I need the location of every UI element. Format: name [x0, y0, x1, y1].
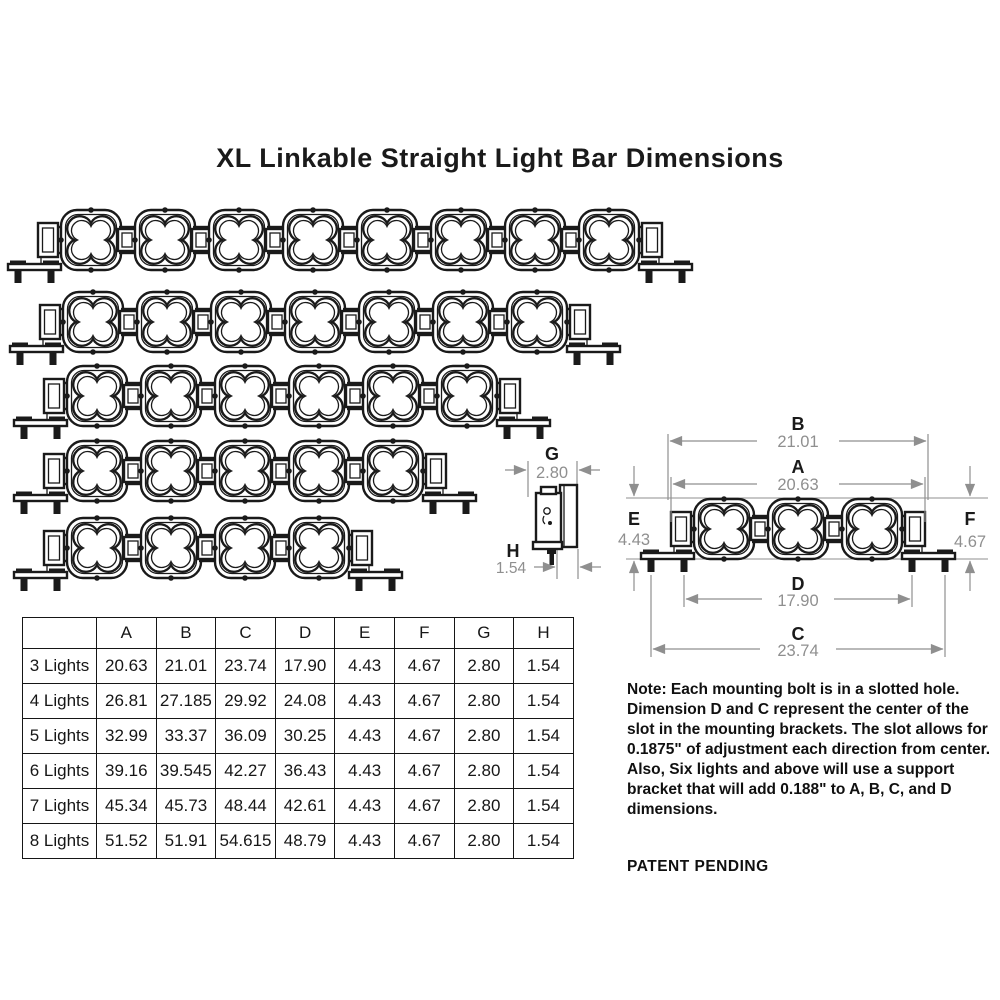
- dimension-cell: 1.54: [514, 754, 574, 789]
- row-label: 7 Lights: [23, 789, 97, 824]
- light-unit: [286, 515, 352, 581]
- dimension-cell: 4.43: [335, 754, 395, 789]
- light-bar-8-lights: [8, 207, 692, 283]
- end-cap: [44, 379, 67, 413]
- light-unit: [208, 289, 274, 355]
- dimension-cell: 45.73: [156, 789, 216, 824]
- page-title: XL Linkable Straight Light Bar Dimensions: [216, 143, 784, 173]
- dim-value-e: 4.43: [617, 531, 651, 549]
- dimension-cell: 29.92: [216, 684, 276, 719]
- dimension-cell: 2.80: [454, 754, 514, 789]
- light-unit: [64, 438, 130, 504]
- col-header: F: [394, 618, 454, 649]
- light-unit: [212, 515, 278, 581]
- dimension-cell: 4.43: [335, 789, 395, 824]
- patent-pending-label: PATENT PENDING: [627, 857, 769, 875]
- dim-label-c: C: [791, 624, 805, 644]
- table-header-row: [23, 618, 574, 649]
- dim-value-a: 20.63: [777, 476, 819, 494]
- end-cap: [567, 305, 590, 339]
- dimension-cell: 20.63: [97, 649, 157, 684]
- end-cap: [423, 454, 446, 488]
- light-unit: [428, 207, 494, 273]
- front-view-dimension-diagram: [618, 414, 988, 660]
- light-unit: [356, 289, 422, 355]
- dimension-cell: 54.615: [216, 824, 276, 859]
- light-unit: [138, 363, 204, 429]
- table-header: [23, 618, 574, 649]
- dimension-cell: 42.27: [216, 754, 276, 789]
- dimension-cell: 48.44: [216, 789, 276, 824]
- dimension-cell: 45.34: [97, 789, 157, 824]
- end-cap: [671, 512, 694, 546]
- col-header: B: [156, 618, 216, 649]
- dimensions-table: [22, 617, 574, 859]
- end-cap: [38, 223, 61, 257]
- front-bar: [641, 496, 955, 572]
- light-unit: [502, 207, 568, 273]
- dimension-cell: 4.67: [394, 789, 454, 824]
- dimension-cell: 1.54: [514, 824, 574, 859]
- end-cap: [44, 454, 67, 488]
- end-cap: [902, 512, 925, 546]
- dimension-cell: 21.01: [156, 649, 216, 684]
- row-label: 6 Lights: [23, 754, 97, 789]
- dimension-cell: 33.37: [156, 719, 216, 754]
- dimension-cell: 2.80: [454, 789, 514, 824]
- dimension-cell: 30.25: [275, 719, 335, 754]
- row-label: 3 Lights: [23, 649, 97, 684]
- dimension-cell: 39.545: [156, 754, 216, 789]
- light-unit: [434, 363, 500, 429]
- dimension-cell: 48.79: [275, 824, 335, 859]
- table-row: [23, 824, 574, 859]
- light-unit: [206, 207, 272, 273]
- light-bar-6-lights: [14, 363, 550, 439]
- dimension-cell: 27.185: [156, 684, 216, 719]
- dim-value-b: 21.01: [777, 433, 819, 451]
- dimension-cell: 26.81: [97, 684, 157, 719]
- light-unit: [134, 289, 200, 355]
- dimension-cell: 24.08: [275, 684, 335, 719]
- dimension-cell: 1.54: [514, 684, 574, 719]
- dim-label-e: E: [627, 509, 641, 529]
- light-unit: [212, 363, 278, 429]
- row-label: 8 Lights: [23, 824, 97, 859]
- dimension-cell: 4.67: [394, 684, 454, 719]
- col-header: G: [454, 618, 514, 649]
- table-row: [23, 684, 574, 719]
- dimension-cell: 2.80: [454, 649, 514, 684]
- dimension-cell: 4.43: [335, 684, 395, 719]
- light-unit: [691, 496, 757, 562]
- dim-value-c: 23.74: [777, 642, 819, 660]
- light-unit: [286, 363, 352, 429]
- col-header: E: [335, 618, 395, 649]
- table-row: [23, 719, 574, 754]
- dim-label-d: D: [791, 574, 805, 594]
- end-cap: [44, 531, 67, 565]
- light-unit: [132, 207, 198, 273]
- light-unit: [576, 207, 642, 273]
- light-unit: [765, 496, 831, 562]
- dimension-cell: 2.80: [454, 719, 514, 754]
- dim-value-f: 4.67: [953, 533, 987, 551]
- dimension-cell: 4.43: [335, 649, 395, 684]
- light-unit: [282, 289, 348, 355]
- table-body: [23, 649, 574, 859]
- dimension-cell: 4.67: [394, 754, 454, 789]
- dimension-cell: 1.54: [514, 789, 574, 824]
- light-unit: [360, 363, 426, 429]
- dimension-cell: 1.54: [514, 649, 574, 684]
- light-bar-4-lights: [14, 515, 402, 591]
- dimension-cell: 51.91: [156, 824, 216, 859]
- table-row: [23, 649, 574, 684]
- dimension-cell: 4.67: [394, 649, 454, 684]
- light-unit: [212, 438, 278, 504]
- dimension-cell: 4.67: [394, 719, 454, 754]
- dimension-cell: 1.54: [514, 719, 574, 754]
- dimension-cell: 23.74: [216, 649, 276, 684]
- light-unit: [64, 363, 130, 429]
- dimension-cell: 2.80: [454, 684, 514, 719]
- dim-label-b: B: [791, 414, 805, 434]
- dimension-cell: 36.43: [275, 754, 335, 789]
- dimension-cell: 4.67: [394, 824, 454, 859]
- table-row: [23, 789, 574, 824]
- row-label: 4 Lights: [23, 684, 97, 719]
- dimension-cell: 4.43: [335, 824, 395, 859]
- table-row: [23, 754, 574, 789]
- dimension-cell: 2.80: [454, 824, 514, 859]
- light-unit: [64, 515, 130, 581]
- end-cap: [639, 223, 662, 257]
- dim-label-a: A: [791, 457, 805, 477]
- light-unit: [58, 207, 124, 273]
- light-bar-3-lights: [641, 496, 955, 572]
- dimensions-table-wrap: [22, 617, 574, 859]
- dimension-cell: 36.09: [216, 719, 276, 754]
- side-view-diagram: [496, 444, 601, 579]
- end-cap: [349, 531, 372, 565]
- dim-label-f: F: [964, 509, 976, 529]
- col-header: H: [514, 618, 574, 649]
- end-cap: [40, 305, 63, 339]
- light-bar-7-lights: [10, 289, 620, 365]
- linkable-bar-top-views: [8, 207, 692, 591]
- dimension-cell: 51.52: [97, 824, 157, 859]
- col-header: A: [97, 618, 157, 649]
- dimension-cell: 42.61: [275, 789, 335, 824]
- end-cap: [497, 379, 520, 413]
- dim-label-h: H: [506, 541, 520, 561]
- note-text: Note: Each mounting bolt is in a slotted hole. Dimension D and C represent the center of the slot in the mounting brackets. The slot allows for 0.1875" of adjustment each direction from center. Also, Six lights and above will use a support bracket that will add 0.188" to A, B, C, and D dimensions.: [627, 680, 991, 819]
- side-view-unit: [533, 485, 577, 565]
- light-unit: [138, 515, 204, 581]
- col-header: [23, 618, 97, 649]
- dimension-cell: 32.99: [97, 719, 157, 754]
- light-unit: [839, 496, 905, 562]
- light-unit: [430, 289, 496, 355]
- light-bar-5-lights: [14, 438, 476, 514]
- col-header: D: [275, 618, 335, 649]
- light-unit: [360, 438, 426, 504]
- light-unit: [286, 438, 352, 504]
- light-unit: [354, 207, 420, 273]
- dim-value-d: 17.90: [777, 592, 819, 610]
- light-unit: [138, 438, 204, 504]
- dim-label-g: G: [544, 444, 560, 464]
- dimension-cell: 4.43: [335, 719, 395, 754]
- light-unit: [60, 289, 126, 355]
- dim-value-h: 1.54: [495, 560, 527, 577]
- row-label: 5 Lights: [23, 719, 97, 754]
- light-unit: [280, 207, 346, 273]
- dimension-cell: 39.16: [97, 754, 157, 789]
- dimension-cell: 17.90: [275, 649, 335, 684]
- dim-value-g: 2.80: [535, 464, 569, 482]
- light-unit: [504, 289, 570, 355]
- col-header: C: [216, 618, 276, 649]
